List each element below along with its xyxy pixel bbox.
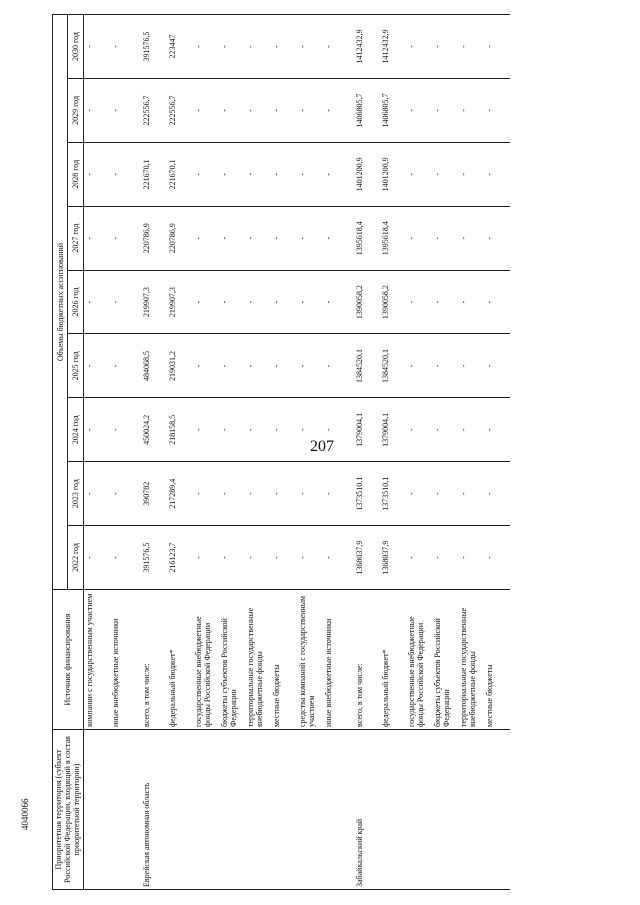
source-cell: средства компаний с государственным участием xyxy=(297,590,323,730)
financing-table xyxy=(52,14,510,890)
value-cell: 220786,9 xyxy=(136,206,167,270)
value-cell: - xyxy=(432,79,458,143)
value-cell: - xyxy=(83,334,110,398)
value-cell: - xyxy=(458,270,484,334)
value-cell: - xyxy=(245,15,271,79)
territory-cell xyxy=(193,730,219,890)
table-row xyxy=(323,15,349,890)
value-cell: - xyxy=(323,142,349,206)
header-year: 2028 год xyxy=(68,142,83,206)
value-cell: - xyxy=(406,526,432,590)
value-cell: - xyxy=(271,142,297,206)
value-cell: 219907,3 xyxy=(136,270,167,334)
value-cell: 391576,5 xyxy=(136,526,167,590)
source-cell: государственные внебюджетные фонды Российской Федерации xyxy=(193,590,219,730)
value-cell: - xyxy=(193,334,219,398)
table-row xyxy=(167,15,193,890)
value-cell: - xyxy=(297,462,323,526)
value-cell: - xyxy=(484,398,510,462)
territory-cell xyxy=(323,730,349,890)
source-cell: территориальные государственные внебюджетные фонды xyxy=(458,590,484,730)
value-cell: - xyxy=(245,398,271,462)
value-cell: - xyxy=(484,206,510,270)
value-cell: - xyxy=(83,526,110,590)
value-cell: 1412432,9 xyxy=(349,15,380,79)
value-cell: - xyxy=(271,526,297,590)
table-row xyxy=(458,15,484,890)
value-cell: - xyxy=(432,15,458,79)
value-cell: - xyxy=(458,15,484,79)
value-cell: 1384520,1 xyxy=(349,334,380,398)
value-cell: - xyxy=(297,270,323,334)
territory-cell: Еврейская автономная область xyxy=(136,730,167,890)
value-cell: 1395618,4 xyxy=(349,206,380,270)
value-cell: - xyxy=(297,526,323,590)
value-cell: - xyxy=(271,206,297,270)
value-cell: 1390058,2 xyxy=(349,270,380,334)
value-cell: - xyxy=(245,79,271,143)
table-row xyxy=(193,15,219,890)
source-cell: всего, в том числе: xyxy=(349,590,380,730)
value-cell: 1412432,9 xyxy=(380,15,406,79)
value-cell: - xyxy=(271,270,297,334)
value-cell: - xyxy=(193,15,219,79)
value-cell: 1384520,1 xyxy=(380,334,406,398)
document-code: 4040066 xyxy=(20,798,30,830)
value-cell: - xyxy=(432,270,458,334)
territory-cell xyxy=(271,730,297,890)
value-cell: - xyxy=(193,398,219,462)
value-cell: - xyxy=(458,79,484,143)
source-cell: местные бюджеты xyxy=(484,590,510,730)
value-cell: - xyxy=(83,398,110,462)
territory-cell xyxy=(484,730,510,890)
territory-cell xyxy=(458,730,484,890)
territory-cell xyxy=(167,730,193,890)
source-cell: бюджеты субъектов Российской Федерации xyxy=(219,590,245,730)
value-cell: - xyxy=(297,142,323,206)
header-year: 2026 год xyxy=(68,270,83,334)
value-cell: - xyxy=(193,79,219,143)
source-cell: всего, в том числе: xyxy=(136,590,167,730)
value-cell: - xyxy=(484,142,510,206)
territory-cell: Забайкальский край xyxy=(349,730,380,890)
value-cell: 222556,7 xyxy=(136,79,167,143)
value-cell: - xyxy=(245,334,271,398)
value-cell: - xyxy=(193,462,219,526)
value-cell: 219031,2 xyxy=(167,334,193,398)
source-cell: государственные внебюджетные фонды Российской Федерации xyxy=(406,590,432,730)
value-cell: - xyxy=(110,398,136,462)
value-cell: - xyxy=(193,142,219,206)
table-row xyxy=(484,15,510,890)
value-cell: - xyxy=(484,526,510,590)
value-cell: 1368037,9 xyxy=(380,526,406,590)
value-cell: 220786,9 xyxy=(167,206,193,270)
value-cell: 221670,1 xyxy=(167,142,193,206)
value-cell: - xyxy=(219,142,245,206)
value-cell: 221670,1 xyxy=(136,142,167,206)
value-cell: 222556,7 xyxy=(167,79,193,143)
value-cell: - xyxy=(271,334,297,398)
value-cell: - xyxy=(193,270,219,334)
table-row xyxy=(136,15,167,890)
header-year: 2029 год xyxy=(68,79,83,143)
value-cell: - xyxy=(406,206,432,270)
table-row xyxy=(297,15,323,890)
value-cell: - xyxy=(458,462,484,526)
value-cell: - xyxy=(323,79,349,143)
value-cell: - xyxy=(219,398,245,462)
territory-cell xyxy=(110,730,136,890)
value-cell: - xyxy=(245,142,271,206)
value-cell: - xyxy=(406,142,432,206)
value-cell: - xyxy=(219,15,245,79)
value-cell: - xyxy=(110,526,136,590)
value-cell: - xyxy=(110,334,136,398)
header-volumes: Объемы бюджетных ассигнований xyxy=(53,15,68,590)
table-header xyxy=(53,15,84,890)
value-cell: - xyxy=(219,462,245,526)
territory-cell xyxy=(380,730,406,890)
value-cell: - xyxy=(110,142,136,206)
territory-cell xyxy=(406,730,432,890)
value-cell: - xyxy=(458,526,484,590)
header-year: 2025 год xyxy=(68,334,83,398)
value-cell: - xyxy=(484,462,510,526)
source-cell: иные внебюджетные источники xyxy=(110,590,136,730)
value-cell: - xyxy=(297,15,323,79)
value-cell: 391576,5 xyxy=(136,15,167,79)
value-cell: - xyxy=(193,206,219,270)
value-cell: - xyxy=(323,462,349,526)
territory-cell xyxy=(245,730,271,890)
value-cell: - xyxy=(458,142,484,206)
value-cell: 1401200,9 xyxy=(380,142,406,206)
value-cell: - xyxy=(432,398,458,462)
source-cell: бюджеты субъектов Российской Федерации xyxy=(432,590,458,730)
value-cell: 1395618,4 xyxy=(380,206,406,270)
header-year: 2030 год xyxy=(68,15,83,79)
territory-cell xyxy=(297,730,323,890)
value-cell: - xyxy=(484,270,510,334)
source-cell: территориальные государственные внебюджетные фонды xyxy=(245,590,271,730)
table-row xyxy=(110,15,136,890)
value-cell: - xyxy=(484,15,510,79)
value-cell: - xyxy=(271,79,297,143)
value-cell: - xyxy=(83,15,110,79)
value-cell: - xyxy=(297,79,323,143)
source-cell: федеральный бюджет* xyxy=(380,590,406,730)
value-cell: - xyxy=(323,334,349,398)
source-cell: иные внебюджетные источники xyxy=(323,590,349,730)
value-cell: - xyxy=(219,206,245,270)
value-cell: - xyxy=(406,398,432,462)
value-cell: - xyxy=(83,462,110,526)
table-body xyxy=(83,15,510,890)
header-year: 2024 год xyxy=(68,398,83,462)
table-row xyxy=(406,15,432,890)
value-cell: - xyxy=(432,334,458,398)
value-cell: 217289,4 xyxy=(167,462,193,526)
table-row xyxy=(219,15,245,890)
header-territory: Приоритетная территория (субъект Российской Федерации, входящий в состав приоритетной территории) xyxy=(53,730,84,890)
value-cell: 484068,5 xyxy=(136,334,167,398)
value-cell: - xyxy=(245,206,271,270)
value-cell: - xyxy=(110,270,136,334)
value-cell: 1406805,7 xyxy=(349,79,380,143)
table-row xyxy=(245,15,271,890)
value-cell: - xyxy=(432,462,458,526)
value-cell: - xyxy=(484,334,510,398)
territory-cell xyxy=(83,730,110,890)
table-row xyxy=(380,15,406,890)
territory-cell xyxy=(432,730,458,890)
page-number: 207 xyxy=(310,438,334,455)
header-year: 2022 год xyxy=(68,526,83,590)
value-cell: 1401200,9 xyxy=(349,142,380,206)
value-cell: - xyxy=(323,270,349,334)
value-cell: - xyxy=(219,526,245,590)
value-cell: - xyxy=(193,526,219,590)
source-cell: компании с государственным участием xyxy=(83,590,110,730)
header-source: Источник финансирования xyxy=(53,590,84,730)
value-cell: - xyxy=(406,334,432,398)
value-cell: 1379004,1 xyxy=(349,398,380,462)
table-row xyxy=(271,15,297,890)
value-cell: 1379004,1 xyxy=(380,398,406,462)
value-cell: 450024,2 xyxy=(136,398,167,462)
source-cell: местные бюджеты xyxy=(271,590,297,730)
value-cell: - xyxy=(323,398,349,462)
table-row xyxy=(349,15,380,890)
value-cell: - xyxy=(245,526,271,590)
value-cell: - xyxy=(110,15,136,79)
value-cell: - xyxy=(110,79,136,143)
value-cell: - xyxy=(458,334,484,398)
value-cell: 218158,5 xyxy=(167,398,193,462)
value-cell: 1406805,7 xyxy=(380,79,406,143)
value-cell: - xyxy=(271,15,297,79)
value-cell: - xyxy=(406,79,432,143)
value-cell: - xyxy=(219,270,245,334)
value-cell: - xyxy=(297,206,323,270)
rotated-table-sheet xyxy=(52,15,602,890)
value-cell: - xyxy=(245,270,271,334)
value-cell: - xyxy=(110,462,136,526)
value-cell: 1373510,1 xyxy=(380,462,406,526)
value-cell: - xyxy=(406,462,432,526)
value-cell: - xyxy=(297,398,323,462)
value-cell: - xyxy=(83,142,110,206)
source-cell: федеральный бюджет* xyxy=(167,590,193,730)
value-cell: 219907,3 xyxy=(167,270,193,334)
value-cell: 1390058,2 xyxy=(380,270,406,334)
value-cell: 223447 xyxy=(167,15,193,79)
value-cell: 1368037,9 xyxy=(349,526,380,590)
value-cell: 216123,7 xyxy=(167,526,193,590)
value-cell: 1373510,1 xyxy=(349,462,380,526)
value-cell: - xyxy=(245,462,271,526)
value-cell: - xyxy=(110,206,136,270)
value-cell: - xyxy=(323,206,349,270)
territory-cell xyxy=(219,730,245,890)
value-cell: - xyxy=(83,79,110,143)
value-cell: - xyxy=(484,79,510,143)
value-cell: - xyxy=(458,398,484,462)
value-cell: - xyxy=(219,79,245,143)
table-row xyxy=(432,15,458,890)
header-year: 2023 год xyxy=(68,462,83,526)
value-cell: - xyxy=(458,206,484,270)
value-cell: - xyxy=(83,270,110,334)
value-cell: - xyxy=(406,270,432,334)
value-cell: - xyxy=(432,142,458,206)
table-row xyxy=(83,15,110,890)
value-cell: - xyxy=(271,462,297,526)
value-cell: - xyxy=(219,334,245,398)
value-cell: - xyxy=(323,526,349,590)
value-cell: 390782 xyxy=(136,462,167,526)
value-cell: - xyxy=(83,206,110,270)
value-cell: - xyxy=(432,526,458,590)
value-cell: - xyxy=(271,398,297,462)
value-cell: - xyxy=(432,206,458,270)
header-year: 2027 год xyxy=(68,206,83,270)
value-cell: - xyxy=(406,15,432,79)
value-cell: - xyxy=(297,334,323,398)
value-cell: - xyxy=(323,15,349,79)
